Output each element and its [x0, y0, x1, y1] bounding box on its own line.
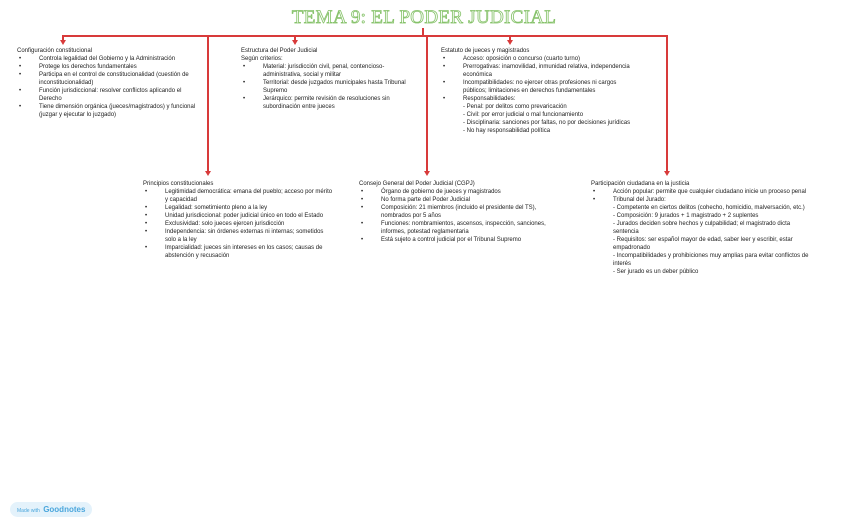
- sub-item: - Ser jurado es un deber público: [613, 269, 699, 275]
- judicial-structure-block: [241, 47, 409, 111]
- list-item: • Composición: 21 miembros (incluido el presidente del TS), nombrados por 5 años: [359, 204, 551, 220]
- list-item: • Imparcialidad: jueces sin intereses en los casos; causas de abstención y recusación: [143, 244, 333, 260]
- list-item: • Prerrogativas: inamovilidad, inmunidad relativa, independencia económica: [441, 63, 633, 79]
- arrow-block1: [60, 40, 66, 45]
- list-item: • Está sujeto a control judicial por el Tribunal Supremo: [359, 236, 551, 244]
- citizen-participation-block: [591, 180, 813, 276]
- list-item: • Controla legalidad del Gobierno y la Administración: [17, 55, 199, 63]
- goodnotes-badge[interactable]: [10, 502, 92, 517]
- sub-item: - Civil: por error judicial o mal funcionamiento: [463, 112, 584, 118]
- badge-brand: Goodnotes: [43, 505, 86, 514]
- cgpj-block: [359, 180, 551, 244]
- block-subheading: Según criterios:: [241, 56, 283, 62]
- list-item: • Órgano de gobierno de jueces y magistrados: [359, 188, 551, 196]
- sub-item: - Penal: por delitos como prevaricación: [463, 104, 567, 110]
- arrow-block3: [507, 40, 513, 45]
- connector-horizontal: [62, 35, 667, 37]
- list-item: • Unidad jurisdiccional: poder judicial único en todo el Estado: [143, 212, 333, 220]
- list-item: • Protege los derechos fundamentales: [17, 63, 199, 71]
- list-item: • Función jurisdiccional: resolver conflictos aplicando el Derecho: [17, 87, 199, 103]
- list-item: • Exclusividad: solo jueces ejercen jurisdicción: [143, 220, 333, 228]
- page-title: TEMA 9: EL PODER JUDICIAL: [291, 7, 557, 28]
- arrow-block6: [664, 171, 670, 176]
- list-item: • Tiene dimensión orgánica (jueces/magistrados) y funcional (juzgar y ejecutar lo juzgado): [17, 103, 199, 119]
- connector-block4: [207, 35, 209, 172]
- connector-title-stem: [422, 28, 424, 36]
- judges-statute-block: [441, 47, 633, 135]
- list-item: • Responsabilidades:: [441, 95, 633, 103]
- block-heading: Estructura del Poder Judicial: [241, 48, 318, 54]
- list-item: • Tribunal del Jurado:: [591, 196, 813, 204]
- sub-item: - No hay responsabilidad política: [463, 128, 551, 134]
- sub-item: - Jurados deciden sobre hechos y culpabilidad; el magistrado dicta sentencia: [613, 221, 791, 235]
- list-item: • Independencia: sin órdenes externas ni internas; sometidos solo a la ley: [143, 228, 333, 244]
- list-item: • Material: jurisdicción civil, penal, contencioso-administrativa, social y militar: [241, 63, 409, 79]
- list-item: • Acción popular: permite que cualquier ciudadano inicie un proceso penal: [591, 188, 813, 196]
- sub-item: - Composición: 9 jurados + 1 magistrado + 2 suplentes: [613, 213, 759, 219]
- arrow-block2: [292, 40, 298, 45]
- list-item: • Incompatibilidades: no ejercer otras profesiones ni cargos públicos; limitaciones en derechos fundamentales: [441, 79, 633, 95]
- list-item: • Legalidad: sometimiento pleno a la ley: [143, 204, 333, 212]
- arrow-block5: [424, 171, 430, 176]
- sub-item: - Disciplinaria: sanciones por faltas, no por decisiones jurídicas: [463, 120, 631, 126]
- list-item: • Funciones: nombramientos, ascensos, inspección, sanciones, informes, potestad reglamentaria: [359, 220, 551, 236]
- constitutional-principles-block: [143, 180, 333, 260]
- block-heading: Estatuto de jueces y magistrados: [441, 48, 530, 54]
- block-heading: Consejo General del Poder Judicial (CGPJ): [359, 181, 475, 187]
- connector-block5: [426, 35, 428, 172]
- list-item: • Jerárquico: permite revisión de resoluciones sin subordinación entre jueces: [241, 95, 409, 111]
- connector-block6: [666, 35, 668, 172]
- sub-item: - Competente en ciertos delitos (cohecho, homicidio, malversación, etc.): [613, 205, 805, 211]
- constitutional-configuration-block: [17, 47, 199, 119]
- list-item: • No forma parte del Poder Judicial: [359, 196, 551, 204]
- list-item: • Territorial: desde juzgados municipales hasta Tribunal Supremo: [241, 79, 409, 95]
- list-item: • Acceso: oposición o concurso (cuarto turno): [441, 55, 633, 63]
- sub-item: - Incompatibilidades y prohibiciones muy amplias para evitar conflictos de interés: [613, 253, 809, 267]
- arrow-block4: [205, 171, 211, 176]
- block-heading: Principios constitucionales: [143, 181, 214, 187]
- sub-item: - Requisitos: ser español mayor de edad, saber leer y escribir, estar empadronado: [613, 237, 793, 251]
- list-item: • Participa en el control de constitucionalidad (cuestión de inconstitucionalidad): [17, 71, 199, 87]
- badge-prefix: Made with: [17, 508, 40, 514]
- list-item: • Legitimidad democrática: emana del pueblo; acceso por mérito y capacidad: [143, 188, 333, 204]
- block-heading: Configuración constitucional: [17, 48, 93, 54]
- block-heading: Participación ciudadana en la justicia: [591, 181, 690, 187]
